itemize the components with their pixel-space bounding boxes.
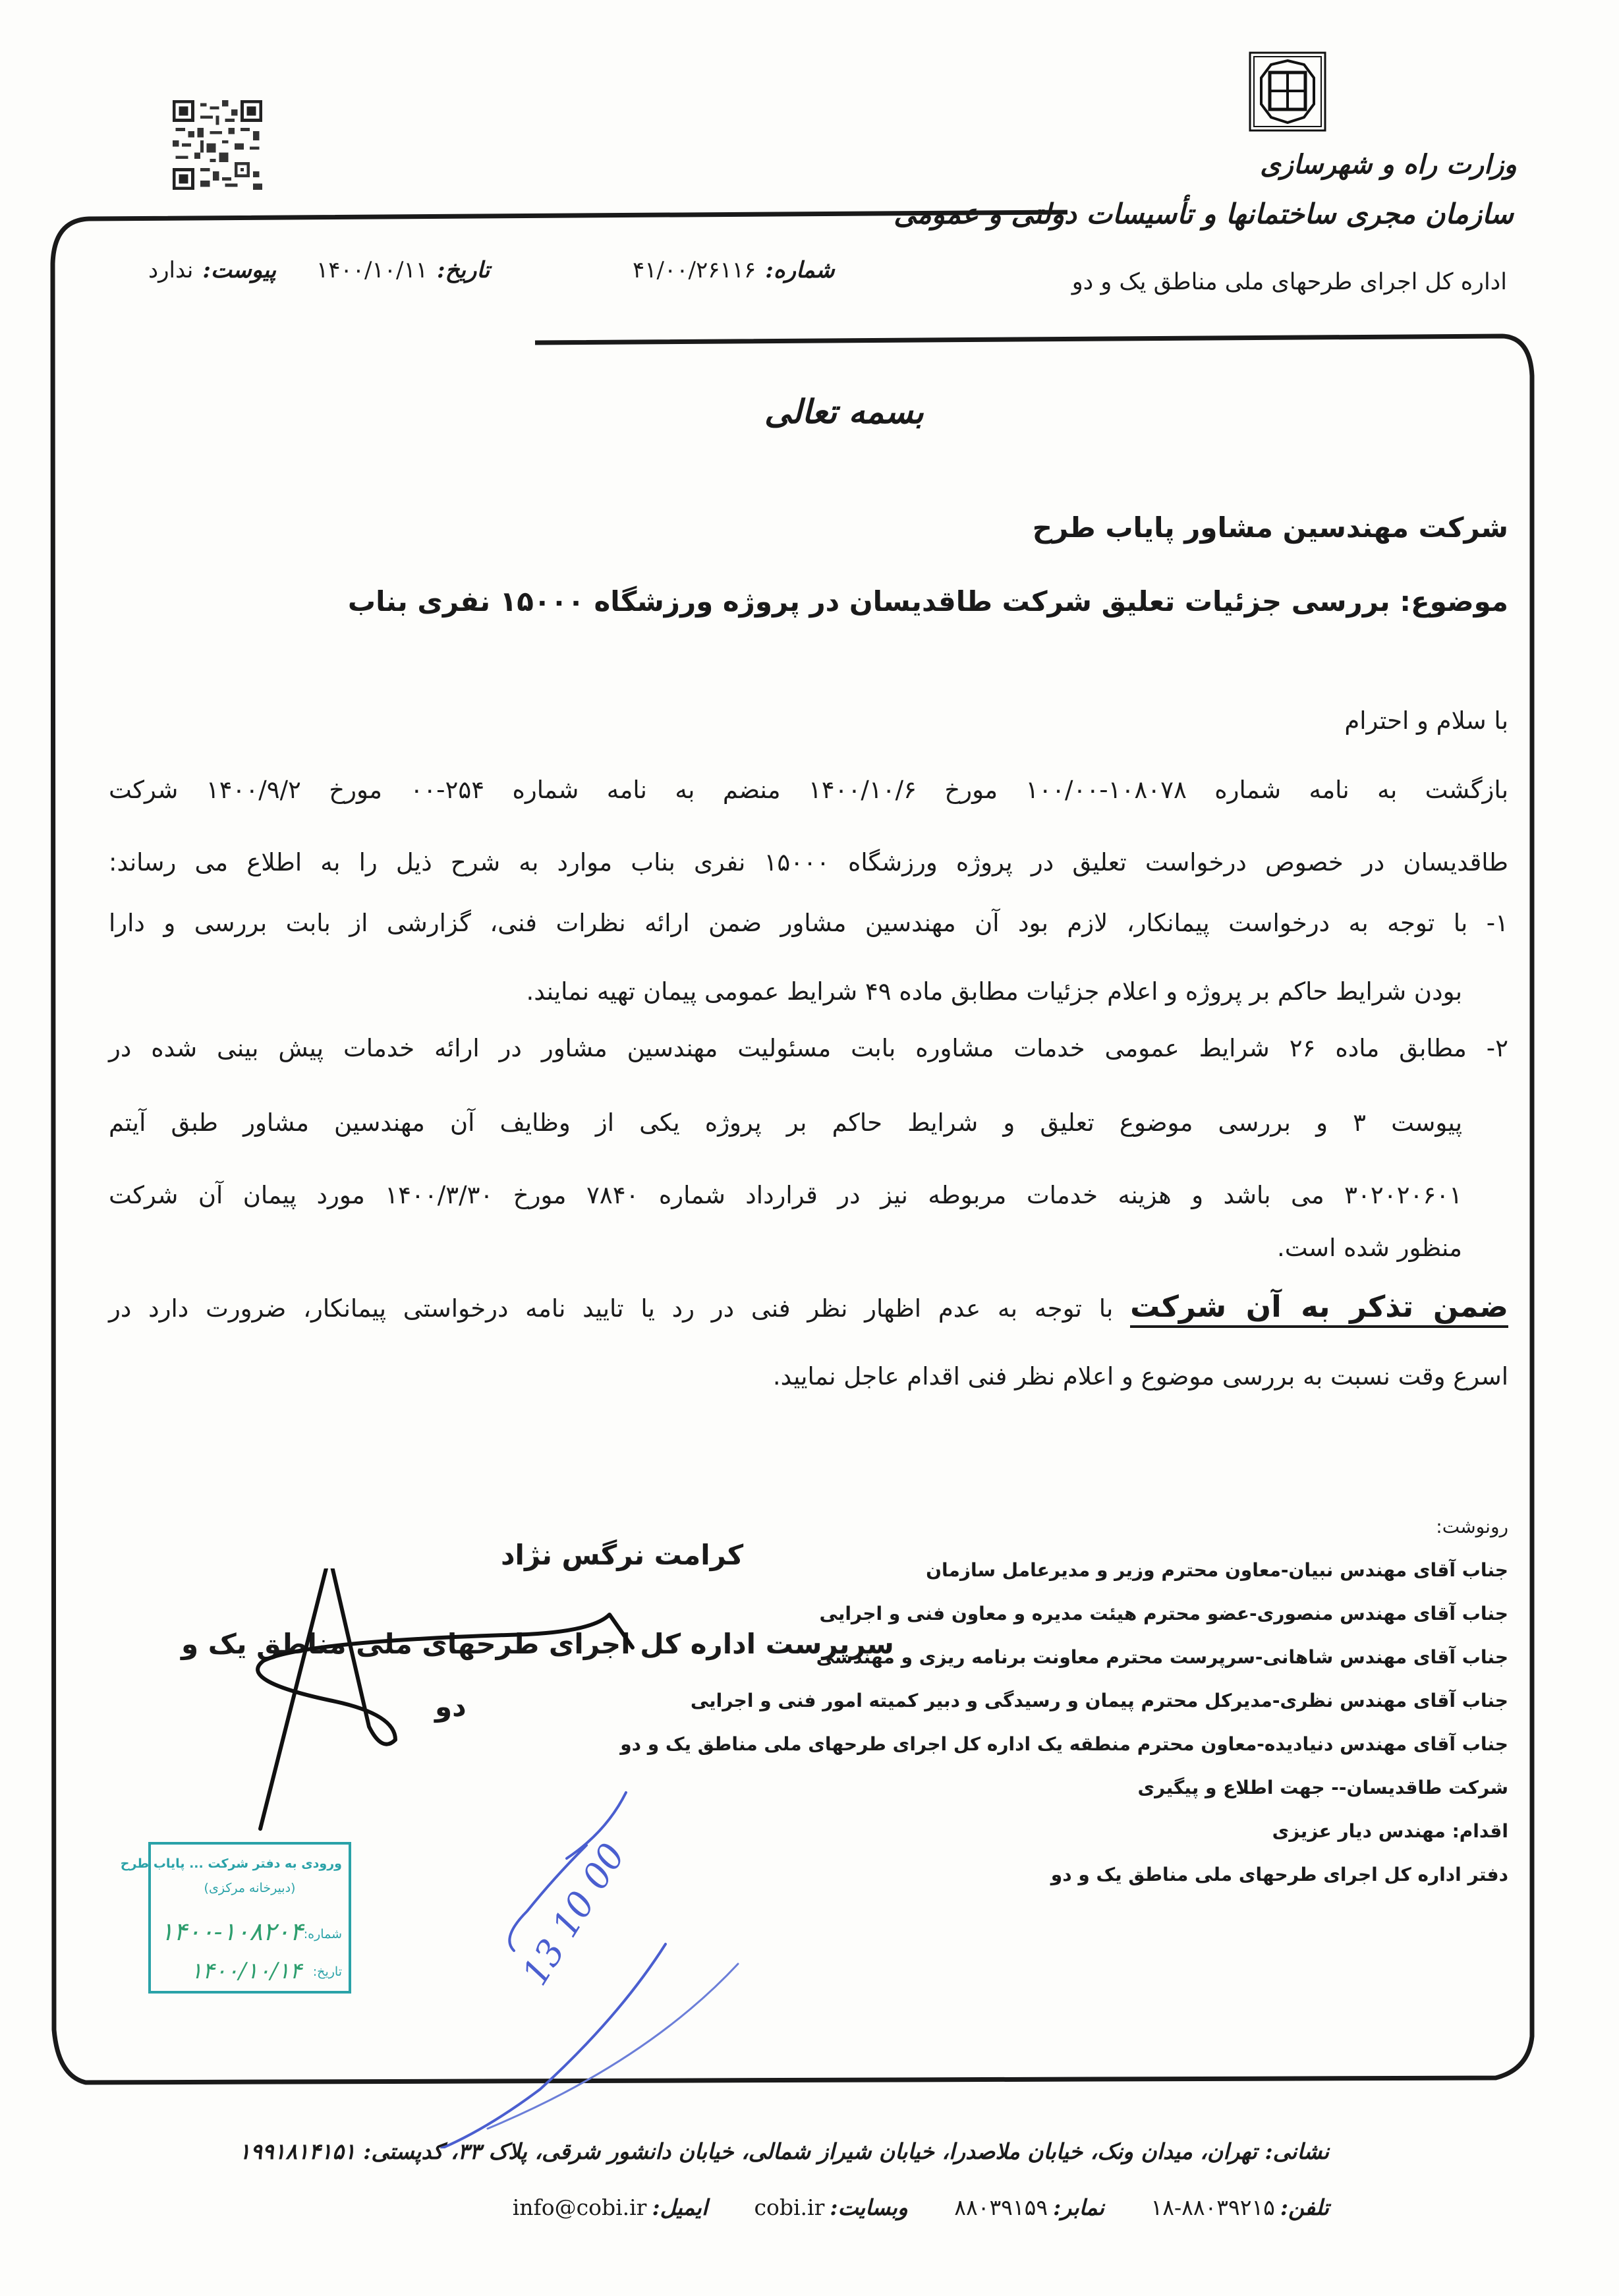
recipient: شرکت مهندسین مشاور پایاب طرح [1032, 511, 1508, 544]
letter-date-label: تاریخ: [437, 257, 490, 283]
stamp-subtitle: (دبیرخانه مرکزی) [204, 1881, 296, 1895]
intro-line: بازگشت به نامه شماره ۱۰۸۰۷۸-۱۰۰/۰۰ مورخ ۱۴۰۰/۱۰/۶ منضم به نامه شماره ۲۵۴-۰۰ مورخ ۱۴۰۰/۹/۲ شرکت [109, 776, 1508, 804]
department-name: اداره کل اجرای طرحهای ملی مناطق یک و دو [1071, 269, 1507, 295]
item-number: ۲- [1486, 1034, 1509, 1062]
footer-address: نشانی: تهران، میدان ونک، خیابان ملاصدرا، خیابان شیراز شمالی، خیابان دانشور شرقی، پلاک ۳۳، کدپستی: ۱۹۹۱۸۱۴۱۵۱ [239, 2138, 1329, 2164]
stamp-date: ۱۴۰۰/۱۰/۱۴ [190, 1958, 302, 1984]
greeting: با سلام و احترام [1344, 706, 1508, 735]
cc-recipient: جناب آقای مهندس نظری-مدیرکل محترم پیمان و رسیدگی و دبیر کمیته امور فنی و اجرایی [690, 1690, 1508, 1711]
organization-name: سازمان مجری ساختمانها و تأسیسات دولتی و عمومی [894, 198, 1514, 230]
ministry-name: وزارت راه و شهرسازی [1260, 149, 1517, 180]
item-2-continued: ۳۰۲۰۲۰۶۰۱ می باشد و هزینه خدمات مربوطه نیز در قرارداد شماره ۷۸۴۰ مورخ ۱۴۰۰/۳/۳۰ مورد پیمان آن شرکت [109, 1181, 1462, 1209]
ministry-logo [1249, 51, 1326, 132]
item-text: با توجه به درخواست پیمانکار، لازم بود آن مهندسین مشاور ضمن ارائه نظرات فنی، گزارشی از بابت بررسی و دارا [109, 909, 1468, 937]
qr-code-icon [173, 100, 262, 190]
phone-value: ۸۸۰۳۹۲۱۵-۱۸ [1150, 2195, 1275, 2220]
item-text: مطابق ماده ۲۶ شرایط عمومی خدمات مشاوره بابت مسئولیت مهندسین مشاور در ارائه خدمات پیش بینی شده در [109, 1034, 1467, 1062]
cc-recipient: جناب آقای مهندس منصوری-عضو محترم هیئت مدیره و معاون فنی و اجرایی [819, 1603, 1508, 1624]
fax-value: ۸۸۰۳۹۱۵۹ [954, 2195, 1048, 2220]
receipt-stamp [120, 1842, 351, 1994]
item-2-continued: پیوست ۳ و بررسی موضوع تعلیق و شرایط حاکم بر پروژه یکی از وظایف آن مهندسین مشاور طبق آیتم [109, 1108, 1463, 1137]
signer-name: کرامت نرگس نژاد [501, 1539, 744, 1571]
website-label: وبسایت: [830, 2195, 908, 2220]
letter-date-value: ۱۴۰۰/۱۰/۱۱ [316, 257, 428, 283]
stamp-office: ورودی به دفتر شرکت ... پایاب طرح [120, 1856, 342, 1871]
letter-date [316, 257, 490, 283]
intro-line: طاقدیسان در خصوص درخواست تعلیق در پروژه ورزشگاه ۱۵۰۰۰ نفری بناب موارد به شرح ذیل را به اطلاع می رساند: [109, 848, 1508, 876]
footer-fax [954, 2195, 1104, 2220]
website-link[interactable]: cobi.ir [754, 2195, 825, 2220]
letter-number [633, 257, 835, 283]
item-2 [109, 1036, 1508, 1060]
cc-recipient: جناب آقای مهندس دنیادیده-معاون محترم منطقه یک اداره کل اجرای طرحهای ملی مناطق یک و دو [620, 1733, 1508, 1755]
subject-label: موضوع: [1400, 585, 1508, 617]
attachment-value: ندارد [148, 257, 194, 283]
closing-line [109, 1289, 1508, 1324]
closing-text: با توجه به عدم اظهار نظر فنی در رد یا تایید نامه درخواستی پیمانکار، ضرورت دارد در [109, 1294, 1114, 1323]
letter-number-value: ۴۱/۰۰/۲۶۱۱۶ [633, 257, 756, 283]
footer-phone [1150, 2195, 1329, 2220]
footer-website [754, 2195, 908, 2220]
email-link[interactable]: info@cobi.ir [512, 2195, 647, 2220]
subject [348, 585, 1508, 617]
letter-attachment [148, 257, 276, 283]
stamp-date-label: تاریخ: [312, 1965, 342, 1979]
cc-office: دفتر اداره کل اجرای طرحهای ملی مناطق یک و دو [1050, 1864, 1508, 1885]
stamp-number: ۱۴۰۰-۱۰۸۲۰۴ [160, 1917, 303, 1946]
cc-action: اقدام: مهندس دیار عزیزی [1272, 1820, 1508, 1842]
attachment-label: پیوست: [202, 257, 277, 283]
phone-label: تلفن: [1280, 2195, 1329, 2220]
handwritten-pen-marks [369, 1779, 896, 2148]
stamp-number-label: شماره: [303, 1927, 342, 1941]
footer-contact [473, 2195, 1329, 2220]
email-label: ایمیل: [652, 2195, 708, 2220]
cc-recipient: جناب آقای مهندس شاهانی-سرپرست محترم معاونت برنامه ریزی و مهندسی [816, 1646, 1508, 1668]
subject-text: بررسی جزئیات تعلیق شرکت طاقدیسان در پروژه ورزشگاه ۱۵۰۰۰ نفری بناب [347, 585, 1390, 617]
item-1-continued: بودن شرایط حاکم بر پروژه و اعلام جزئیات مطابق ماده ۴۹ شرایط عمومی پیمان تهیه نمایند. [526, 977, 1462, 1006]
closing-line: اسرع وقت نسبت به بررسی موضوع و اعلام نظر فنی اقدام عاجل نمایید. [772, 1362, 1508, 1391]
closing-emphasis: ضمن تذکر به آن شرکت [1130, 1289, 1508, 1328]
basmala: بسمه تعالی [764, 392, 924, 431]
handwritten-time-note: 13 10 00 [514, 1836, 633, 1993]
cc-label: رونوشت: [1436, 1516, 1508, 1537]
footer-email [513, 2195, 708, 2220]
signer-title-continued: دو [435, 1690, 467, 1723]
signer-title: سرپرست اداره کل اجرای طرحهای ملی مناطق یک و [181, 1628, 894, 1660]
item-2-continued: منظور شده است. [1276, 1234, 1462, 1262]
item-number: ۱- [1486, 909, 1508, 937]
fax-label: نمابر: [1053, 2195, 1104, 2220]
cc-recipient: جناب آقای مهندس نبیان-معاون محترم وزیر و مدیرعامل سازمان [926, 1559, 1508, 1581]
letter-number-label: شماره: [765, 257, 835, 283]
cc-recipient: شرکت طاقدیسان-- جهت اطلاع و پیگیری [1137, 1777, 1508, 1798]
item-1 [109, 911, 1508, 935]
